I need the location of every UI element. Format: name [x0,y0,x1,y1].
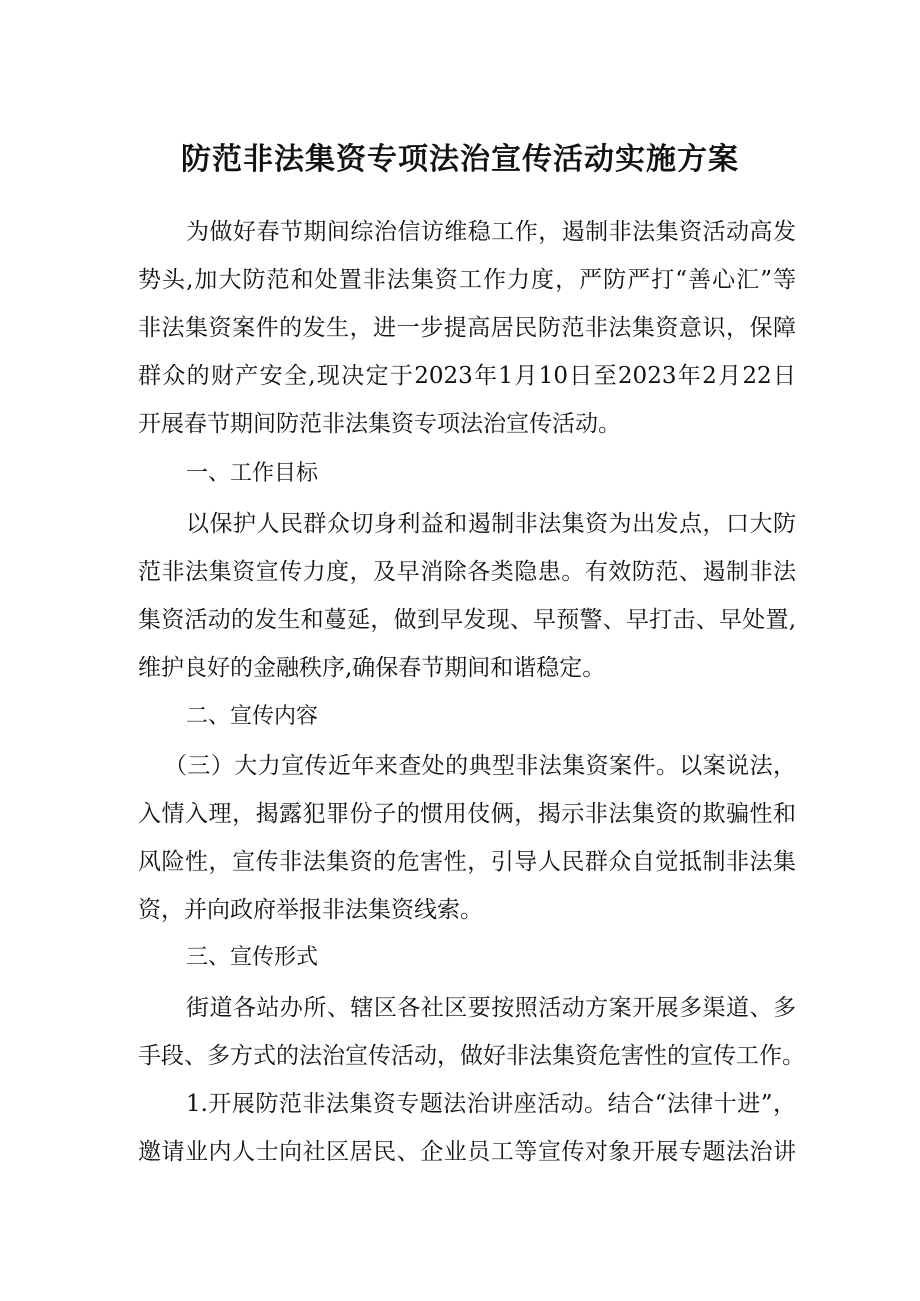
document-title: 防范非法集资专项法治宣传活动实施方案 [181,142,739,177]
section-heading-content: 二、宣传内容 [186,704,319,729]
intro-line-1: 为做好春节期间综治信访维稳工作，遏制非法集资活动高发 [186,219,796,245]
section1-line-3: 集资活动的发生和蔓延，做到早发现、早预警、早打击、早处置, [138,607,796,633]
section3-line-1: 街道各站办所、辖区各社区要按照活动方案开展多渠道、多 [186,995,796,1021]
intro-line-4: 群众的财产安全,现决定于2023年1月10日至2023年2月22日 [138,363,796,389]
section1-line-4: 维护良好的金融秩序,确保春节期间和谐稳定。 [138,655,606,681]
intro-line-2: 势头,加大防范和处置非法集资工作力度，严防严打“善心汇”等 [138,267,796,293]
section2-line-1: （三）大力宣传近年来查处的典型非法集资案件。以案说法， [164,753,796,779]
section3-line-3: 1.开展防范非法集资专题法治讲座活动。结合“法律十进”， [186,1091,796,1117]
section2-line-4: 资，并向政府举报非法集资线索。 [138,897,483,923]
section1-line-2: 范非法集资宣传力度，及早消除各类隐患。有效防范、遏制非法 [138,559,796,585]
section1-line-1: 以保护人民群众切身利益和遏制非法集资为出发点，口大防 [186,511,796,537]
intro-line-3: 非法集资案件的发生，进一步提高居民防范非法集资意识，保障 [138,315,796,341]
section-heading-form: 三、宣传形式 [186,945,319,970]
section2-line-2: 入情入理，揭露犯罪份子的惯用伎俩，揭示非法集资的欺骗性和 [138,801,796,827]
section-heading-goals: 一、工作目标 [186,461,319,486]
section3-line-4: 邀请业内人士向社区居民、企业员工等宣传对象开展专题法治讲 [138,1139,796,1165]
section2-line-3: 风险性，宣传非法集资的危害性，引导人民群众自觉抵制非法集 [138,849,796,875]
intro-line-5: 开展春节期间防范非法集资专项法治宣传活动。 [138,411,621,437]
section3-line-2: 手段、多方式的法治宣传活动，做好非法集资危害性的宣传工作。 [138,1043,805,1069]
